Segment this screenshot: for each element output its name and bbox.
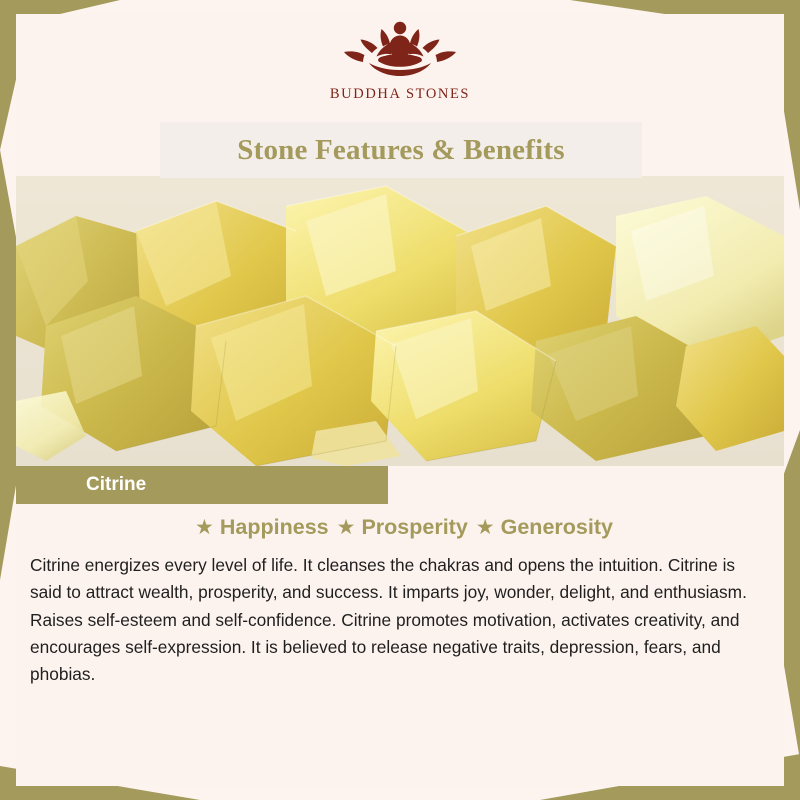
- lotus-meditation-icon: [325, 10, 475, 84]
- keyword-label: Prosperity: [361, 514, 468, 539]
- star-icon: ★: [475, 515, 495, 539]
- keyword-list: [16, 508, 784, 546]
- section-title-band: [160, 122, 642, 178]
- stone-photo: [16, 176, 784, 466]
- star-icon: ★: [336, 515, 356, 539]
- keyword-item: [468, 515, 613, 540]
- brand-name: BUDDHA STONES: [329, 86, 471, 102]
- stone-name-band: [16, 466, 388, 504]
- keyword-label: Happiness: [219, 514, 329, 539]
- brand-logo: [0, 10, 800, 115]
- stone-name: Citrine: [86, 474, 147, 495]
- keyword-label: Generosity: [500, 514, 613, 539]
- keyword-item: [187, 515, 329, 540]
- keyword-item: [329, 515, 468, 540]
- stone-description: Citrine energizes every level of life. It cleanses the chakras and opens the intuition. Citrine is said to attract wealth, prosperity, and success. It imparts joy, wonder, delight, and enthusiasm. Raises self-esteem and self-confidence. Citrine promotes motivation, activates creativity, and encourages self-expression. It is believed to release negative traits, depression, fears, and phobias.: [30, 555, 747, 685]
- page-title: Stone Features & Benefits: [237, 133, 565, 166]
- star-icon: ★: [195, 515, 214, 539]
- citrine-stones-photo: [16, 176, 784, 466]
